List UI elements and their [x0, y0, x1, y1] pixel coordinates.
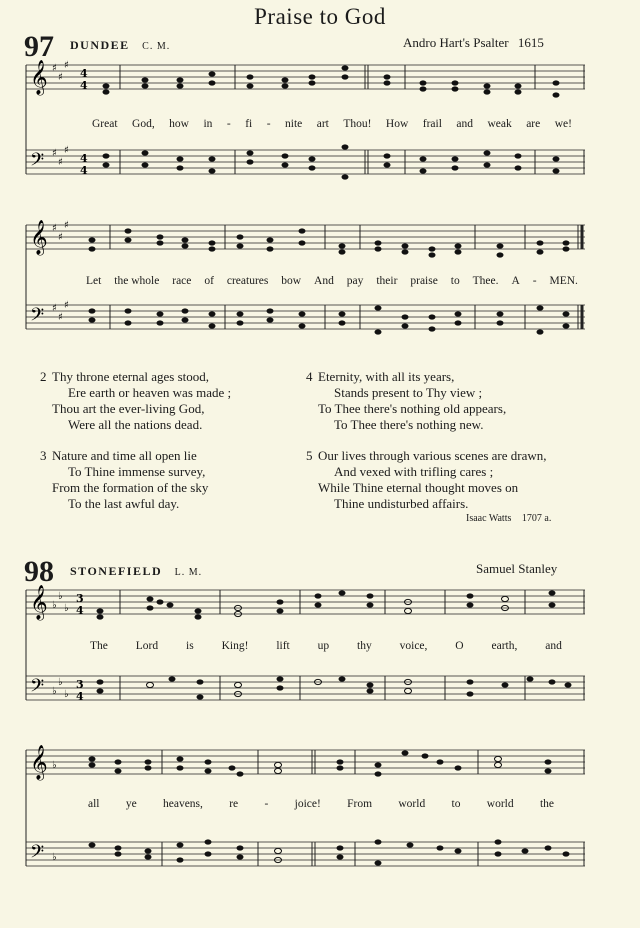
key-signature-sharps: [52, 220, 69, 323]
treble-clef-icon: 𝄞: [30, 585, 48, 620]
treble-clef-icon: 𝄞: [30, 220, 48, 255]
svg-text:♯: ♯: [52, 63, 57, 74]
svg-text:♭: ♭: [52, 600, 57, 611]
lyric-syllable: A: [511, 275, 520, 287]
lyric-syllable: and: [545, 640, 562, 652]
lyric-syllable: in: [203, 118, 213, 130]
music-attribution: Samuel Stanley: [476, 561, 558, 576]
lyric-line-98-2: [88, 798, 554, 810]
lyric-syllable: world: [398, 798, 426, 810]
lyric-syllable: the: [539, 798, 554, 810]
lyric-syllable: how: [169, 118, 189, 130]
bass-staff: [26, 676, 585, 700]
stanza-line: Our lives through various scenes are drawn,: [318, 448, 547, 463]
lyric-syllable: -: [264, 798, 269, 810]
svg-text:♯: ♯: [58, 157, 63, 168]
lyric-syllable: frail: [422, 118, 442, 130]
stanza-line: And vexed with trifling cares ;: [334, 464, 494, 479]
stanza-4: [306, 369, 507, 433]
treble-clef-icon: 𝄞: [30, 745, 48, 780]
stanza-line: To Thee there's nothing old appears,: [318, 401, 507, 416]
key-signature-sharps: [52, 60, 69, 168]
treble-notes: [103, 65, 560, 97]
stanza-line: To Thee there's nothing new.: [334, 417, 484, 432]
hymn-number: 97: [24, 30, 54, 63]
lyric-syllable: race: [172, 275, 192, 287]
tune-name: [70, 564, 202, 579]
stanza-number: 3: [40, 448, 47, 463]
treble-notes: [89, 750, 552, 776]
lyric-line-97-1: [92, 118, 572, 130]
stanza-line: Thine undisturbed affairs.: [334, 496, 469, 511]
svg-text:♯: ♯: [64, 60, 69, 71]
lyric-syllable: creatures: [226, 275, 269, 287]
svg-text:♭: ♭: [58, 677, 63, 688]
lyric-syllable: pay: [346, 275, 364, 287]
lyric-syllable: nite: [285, 118, 303, 130]
lyric-syllable: are: [526, 118, 541, 130]
svg-text:♯: ♯: [58, 232, 63, 243]
lyric-syllable: Let: [86, 275, 102, 287]
treble-staff: [26, 65, 585, 89]
hymn-number: 98: [24, 555, 54, 588]
lyric-syllable: and: [456, 118, 473, 130]
lyric-syllable: of: [204, 275, 214, 287]
bass-notes: [89, 305, 570, 334]
bass-clef-icon: 𝄢: [30, 150, 45, 175]
svg-text:3: 3: [76, 592, 84, 605]
bass-notes: [89, 839, 570, 865]
attribution-source: Andro Hart's Psalter: [403, 35, 509, 50]
lyric-syllable: all: [88, 798, 100, 810]
svg-text:♯: ♯: [58, 312, 63, 323]
lyric-syllable: God,: [132, 118, 155, 130]
lyric-syllable: their: [376, 275, 398, 287]
lyric-syllable: From: [347, 798, 373, 810]
author-year: 1707 a.: [521, 513, 552, 524]
lyric-syllable: joice!: [294, 798, 321, 810]
svg-text:♯: ♯: [64, 220, 69, 231]
lyric-syllable: Thee.: [472, 275, 499, 287]
lyric-syllable: Great: [92, 118, 118, 130]
svg-text:4: 4: [76, 690, 84, 703]
lyric-syllable: voice,: [399, 640, 428, 652]
tune-name-text: STONEFIELD: [70, 564, 163, 578]
stanza-line: To the last awful day.: [68, 496, 180, 511]
time-signature: [80, 67, 88, 177]
lyric-syllable: How: [385, 118, 409, 130]
stanza-5: [306, 448, 547, 512]
lyric-syllable: thy: [357, 640, 372, 652]
key-signature-flats: [52, 591, 69, 700]
stanza-line: To Thine immense survey,: [68, 464, 206, 479]
svg-text:♭: ♭: [64, 603, 69, 614]
bass-clef-icon: 𝄢: [30, 842, 45, 867]
meter: C. M.: [142, 41, 171, 52]
stanza-line: While Thine eternal thought moves on: [318, 480, 519, 495]
lyric-syllable: heavens,: [162, 798, 203, 810]
time-signature: [76, 592, 84, 703]
svg-text:♭: ♭: [52, 686, 57, 697]
lyric-syllable: Thou!: [343, 118, 372, 130]
tune-name: [70, 38, 170, 53]
svg-text:4: 4: [76, 604, 84, 617]
svg-text:♯: ♯: [64, 300, 69, 311]
bass-clef-icon: 𝄢: [30, 676, 45, 701]
lyric-syllable: to: [451, 798, 461, 810]
svg-text:♯: ♯: [52, 148, 57, 159]
lyric-syllable: fi: [245, 118, 253, 130]
stanza-line: From the formation of the sky: [52, 480, 209, 495]
svg-text:♭: ♭: [64, 689, 69, 700]
stanza-number: 2: [40, 369, 47, 384]
text-author: [466, 513, 551, 524]
stanza-line: Thou art the ever-living God,: [52, 401, 205, 416]
svg-text:4: 4: [80, 164, 88, 177]
treble-notes: [97, 590, 556, 619]
svg-text:3: 3: [76, 678, 84, 691]
stanza-line: Eternity, with all its years,: [318, 369, 455, 384]
lyric-line-98-1: [90, 640, 562, 652]
svg-text:♭: ♭: [58, 591, 63, 602]
author-name: Isaac Watts: [466, 513, 512, 524]
svg-text:♭: ♭: [52, 852, 57, 863]
svg-text:♯: ♯: [64, 145, 69, 156]
bass-staff: [26, 150, 585, 174]
lyric-syllable: MEN.: [549, 275, 578, 287]
lyric-syllable: world: [486, 798, 514, 810]
lyric-syllable: lift: [276, 640, 290, 652]
svg-text:♭: ♭: [52, 760, 57, 771]
page-title: Praise to God: [254, 4, 386, 29]
svg-text:4: 4: [80, 79, 88, 92]
stanza-3: [40, 448, 209, 512]
lyric-syllable: up: [317, 640, 330, 652]
lyric-syllable: bow: [281, 275, 302, 287]
lyric-syllable: The: [90, 640, 108, 652]
stanza-line: Thy throne eternal ages stood,: [52, 369, 210, 384]
lyric-syllable: -: [266, 118, 271, 130]
lyric-syllable: art: [316, 118, 329, 130]
stanza-line: Stands present to Thy view ;: [334, 385, 483, 400]
lyric-syllable: weak: [487, 118, 512, 130]
lyric-syllable: -: [226, 118, 231, 130]
lyric-syllable: And: [314, 275, 334, 287]
lyric-syllable: the whole: [114, 275, 160, 287]
stanza-number: 4: [306, 369, 313, 384]
stanza-number: 5: [306, 448, 313, 463]
svg-text:4: 4: [80, 67, 88, 80]
stanza-2: [40, 369, 232, 433]
lyric-syllable: re: [229, 798, 239, 810]
svg-text:♯: ♯: [52, 223, 57, 234]
key-signature-flats: [52, 760, 57, 863]
svg-text:♯: ♯: [58, 72, 63, 83]
lyric-syllable: to: [450, 275, 460, 287]
lyric-syllable: O: [455, 640, 464, 652]
lyric-syllable: we!: [554, 118, 572, 130]
lyric-syllable: Lord: [135, 640, 159, 652]
lyric-syllable: earth,: [491, 640, 518, 652]
lyric-syllable: is: [186, 640, 194, 652]
svg-text:♯: ♯: [52, 303, 57, 314]
lyric-syllable: -: [532, 275, 537, 287]
bass-clef-icon: 𝄢: [30, 305, 45, 330]
lyric-syllable: ye: [125, 798, 137, 810]
treble-staff: [26, 750, 585, 774]
stanza-line: Ere earth or heaven was made ;: [68, 385, 232, 400]
treble-staff: [26, 590, 585, 614]
svg-text:4: 4: [80, 152, 88, 165]
lyric-line-97-2: [86, 275, 578, 287]
meter: L. M.: [174, 567, 203, 578]
stanza-line: Were all the nations dead.: [68, 417, 203, 432]
stanza-line: Nature and time all open lie: [52, 448, 197, 463]
music-attribution: [403, 35, 544, 51]
treble-clef-icon: 𝄞: [30, 60, 48, 95]
lyric-syllable: King!: [221, 640, 249, 652]
tune-name-text: DUNDEE: [70, 38, 130, 52]
lyric-syllable: praise: [410, 275, 438, 287]
attribution-year: 1615: [517, 35, 544, 50]
